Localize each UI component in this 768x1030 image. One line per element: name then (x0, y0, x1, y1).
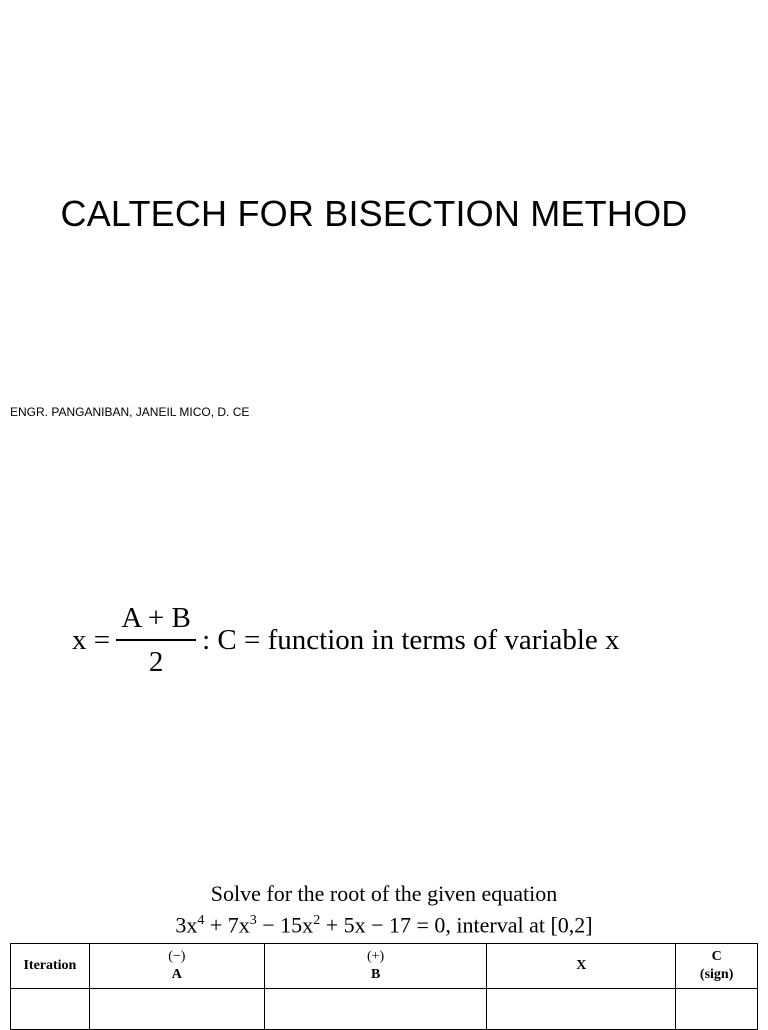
author-line: ENGR. PANGANIBAN, JANEIL MICO, D. CE (10, 405, 250, 419)
cell-b (264, 989, 487, 1030)
fraction-bar (116, 639, 196, 641)
header-x: X (487, 944, 676, 989)
problem-equation: $3x^4 + 7x^3 - 15x^2 + 5x - 17 = 0$, interval at [0,2] (175, 912, 593, 938)
table-row (11, 989, 758, 1030)
header-b: (+) B (264, 944, 487, 989)
bisection-formula (72, 600, 620, 680)
formula-lhs: x = (72, 623, 111, 656)
fraction-denominator: 2 (148, 646, 164, 678)
formula-fraction (116, 601, 196, 679)
table-header-row (11, 944, 758, 989)
header-a: (−) A (89, 944, 264, 989)
document-title: CALTECH FOR BISECTION METHOD (60, 193, 688, 234)
cell-a (89, 989, 264, 1030)
iteration-table (10, 943, 758, 1030)
problem-instruction: Solve for the root of the given equation (210, 881, 558, 906)
cell-c-sign (676, 989, 758, 1030)
problem-statement (0, 880, 768, 938)
formula-rhs: : C = function in terms of variable x (202, 623, 620, 656)
cell-x (487, 989, 676, 1030)
header-iteration: Iteration (11, 944, 90, 989)
header-c-sign: C (sign) (676, 944, 758, 989)
fraction-numerator: A + B (121, 602, 191, 634)
cell-iteration (11, 989, 90, 1030)
